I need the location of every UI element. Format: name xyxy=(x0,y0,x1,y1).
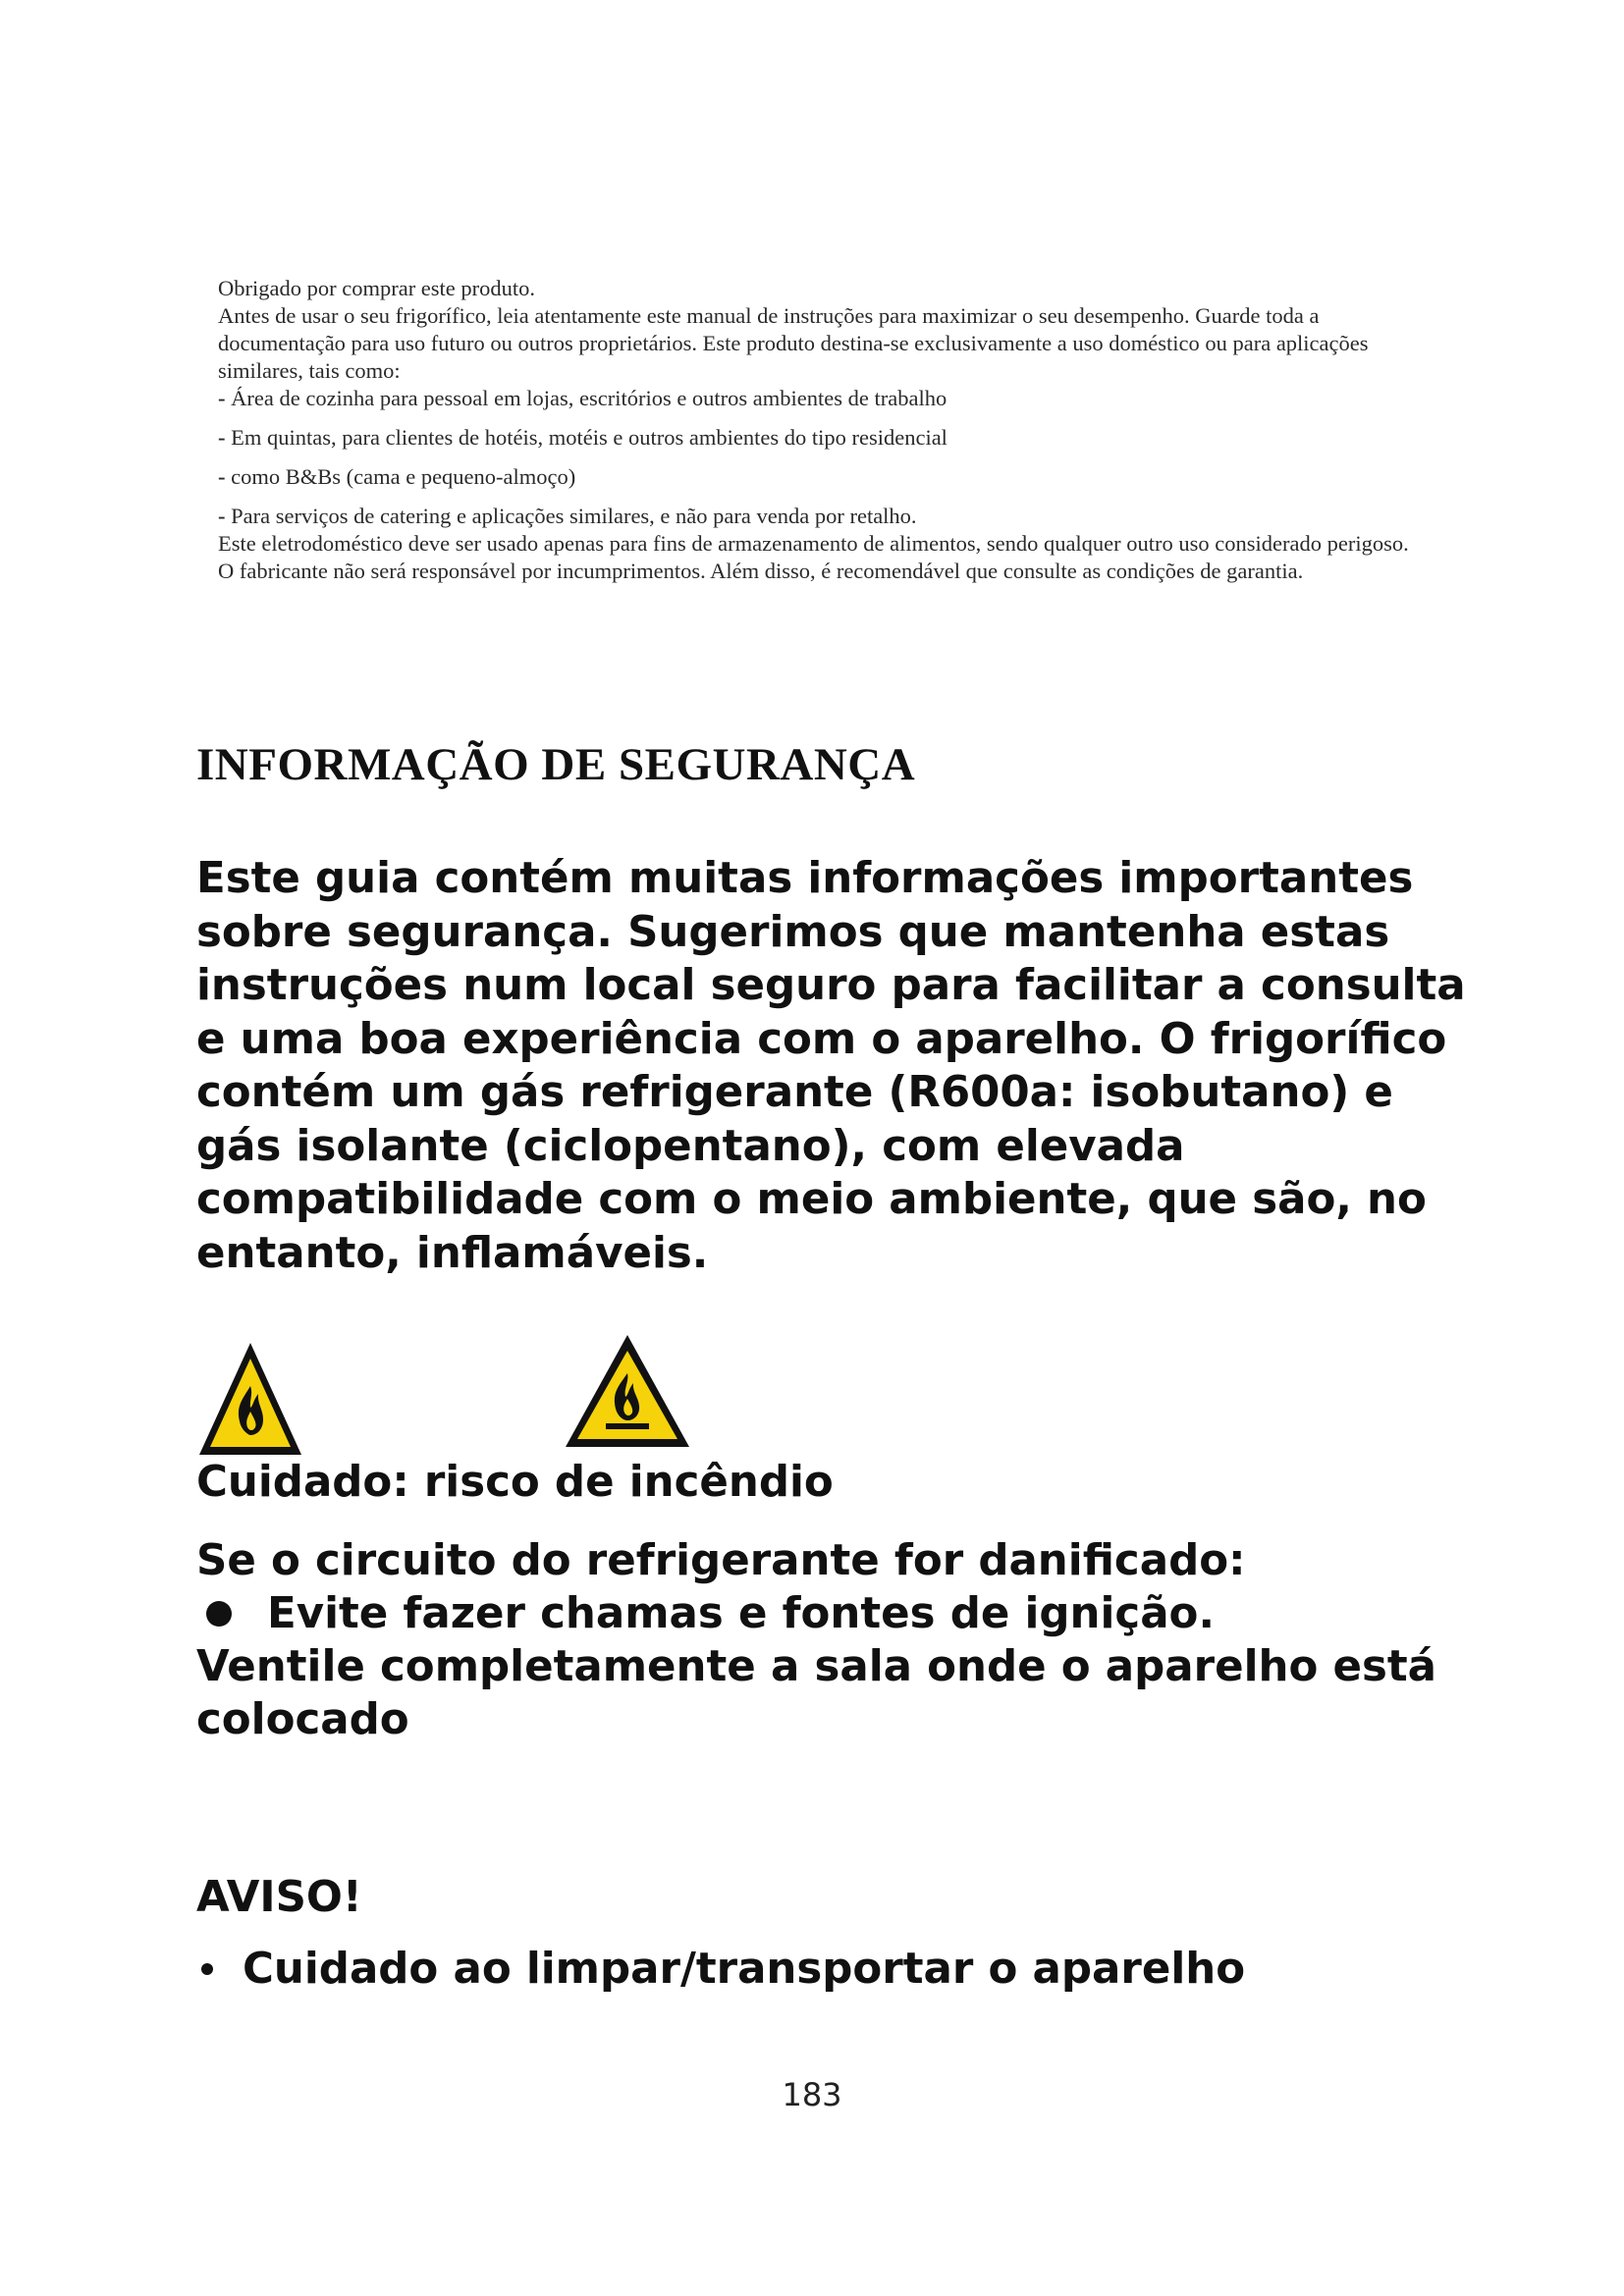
safety-heading: INFORMAÇÃO DE SEGURANÇA xyxy=(196,739,916,790)
intro-usage-note: Este eletrodoméstico deve ser usado apenas para fins de armazenamento de alimentos, sendo qualquer outro uso considerado perigoso. O fabricante não será responsável por incumprimentos. Além disso, é recomendável que consulte as condições de garantia. xyxy=(218,531,1409,583)
bullet-dot-icon xyxy=(201,1963,213,1975)
list-item: - como B&Bs (cama e pequeno-almoço) xyxy=(218,464,576,489)
intro-thanks: Obrigado por comprar este produto. xyxy=(218,276,536,300)
page-number: 183 xyxy=(782,2076,842,2113)
warning-icons-row xyxy=(0,1332,1624,1460)
bullet-dot-icon xyxy=(206,1601,232,1627)
aviso-item-text: Cuidado ao limpar/transportar o aparelho xyxy=(243,1945,1246,1994)
circuit-bullet-text: Evite fazer chamas e fontes de ignição. xyxy=(267,1589,1215,1638)
intro-section xyxy=(218,275,1426,585)
list-item: - Em quintas, para clientes de hotéis, motéis e outros ambientes do tipo residencial xyxy=(218,425,947,450)
flammable-warning-icon xyxy=(563,1332,692,1450)
aviso-heading: AVISO! xyxy=(196,1873,362,1922)
dash-bullet: - xyxy=(218,386,232,410)
circuit-ventilate-text: Ventile completamente a sala onde o aparelho está colocado xyxy=(196,1642,1437,1744)
safety-paragraph: Este guia contém muitas informações importantes sobre segurança. Sugerimos que mantenha estas instruções num local seguro para facilitar a consulta e uma boa experiência com o aparelho. O frigorífico contém um gás refrigerante (R600a: isobutano) e gás isolante (ciclopentano), com elevada compatibilidade com o meio ambiente, que são, no entanto, inflamáveis. xyxy=(196,854,1466,1278)
circuit-bullet-item xyxy=(196,1587,1473,1640)
dash-bullet: - xyxy=(218,504,232,528)
aviso-list-item xyxy=(201,1943,1245,1996)
list-item: - Área de cozinha para pessoal em lojas, escritórios e outros ambientes de trabalho xyxy=(218,386,947,410)
intro-instructions: Antes de usar o seu frigorífico, leia atentamente este manual de instruções para maximizar o seu desempenho. Guarde toda a documentação para uso futuro ou outros proprietários. Este produto destina-se exclusivamente a uso doméstico ou para aplicações similares, tais como: xyxy=(218,303,1369,383)
fire-risk-caution: Cuidado: risco de incêndio xyxy=(196,1458,834,1507)
list-item: - Para serviços de catering e aplicações similares, e não para venda por retalho. xyxy=(218,504,917,528)
circuit-damage-section xyxy=(196,1534,1473,1746)
dash-bullet: - xyxy=(218,464,232,489)
circuit-intro: Se o circuito do refrigerante for danificado: xyxy=(196,1536,1246,1585)
flammable-warning-icon xyxy=(196,1339,304,1462)
dash-bullet: - xyxy=(218,425,232,450)
